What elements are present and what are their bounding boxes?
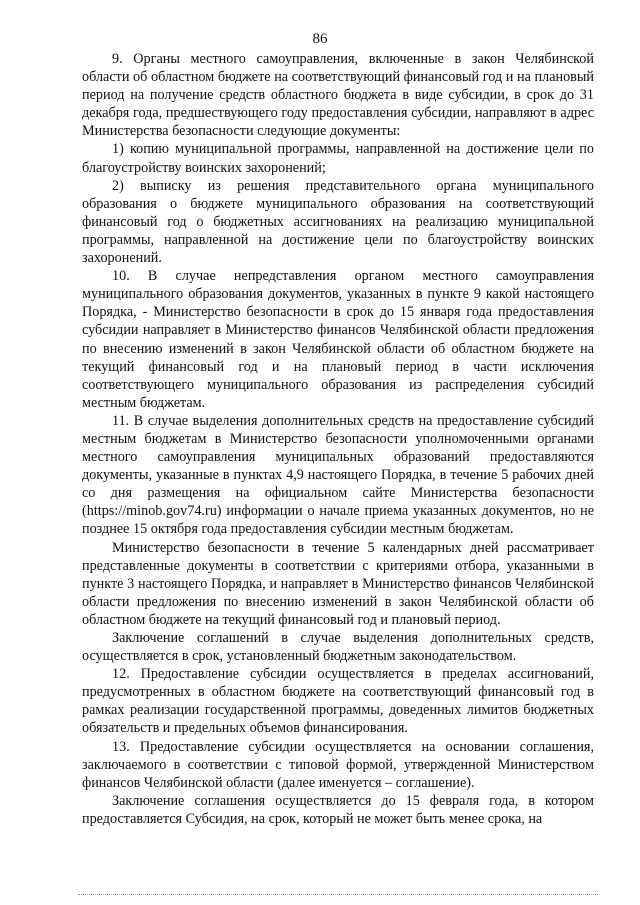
footer-divider [78, 894, 598, 895]
document-body [82, 50, 594, 828]
page-number: 86 [312, 31, 328, 47]
paragraph-item-12: 12. Предоставление субсидии осуществляется в пределах ассигнований, предусмотренных в областном бюджете на соответствующий финансовый год в рамках реализации государственной программы, доведенных лимитов бюджетных обязательств и предельных объемов финансирования. [82, 666, 594, 737]
paragraph-item-10: 10. В случае непредставления органом местного самоуправления муниципального образования документов, указанных в пункте 9 какой настоящего Порядка, - Министерство безопасности в срок до 15 января года предоставления субсидии направляет в Министерство финансов Челябинской области предложения по внесению изменений в закон Челябинской области об областном бюджете на текущий финансовый год и на плановый период в части исключения соответствующего муниципального образования из распределения субсидий местным бюджетам. [82, 268, 594, 411]
paragraph-agreement-deadline: Заключение соглашения осуществляется до 15 февраля года, в котором предоставляется Субсидия, на срок, который не может быть менее срока, на [82, 792, 594, 827]
paragraph-subitem-2: 2) выписку из решения представительного органа муниципального образования о бюджете муниципального образования на соответствующий финансовый год о бюджетных ассигнованиях на реализацию муниципальной программы, направленной на достижение цели по благоустройству воинских захоронений. [82, 177, 594, 267]
paragraph-item-13: 13. Предоставление субсидии осуществляется на основании соглашения, заключаемого в соответствии с типовой формой, утвержденной Министерством финансов Челябинской области (далее именуется – соглашение). [82, 738, 594, 791]
paragraph-item-11: 11. В случае выделения дополнительных средств на предоставление субсидий местным бюджетам в Министерство безопасности уполномоченными органами местного самоуправления муниципальных образований предоставляются документы, указанные в пунктах 4,9 настоящего Порядка, в течение 5 рабочих дней со дня размещения на официальном сайте Министерства безопасности (https://minob.gov74.ru) информации о начале приема указанных документов, но не позднее 15 октября года предоставления субсидии местным бюджетам. [82, 412, 594, 538]
paragraph-subitem-1: 1) копию муниципальной программы, направленной на достижение цели по благоустройству воинских захоронений; [82, 141, 594, 176]
paragraph-agreement-additional-funds: Заключение соглашений в случае выделения дополнительных средств, осуществляется в срок, установленный бюджетным законодательством. [82, 630, 594, 665]
paragraph-item-9: 9. Органы местного самоуправления, включенные в закон Челябинской области об областном бюджете на соответствующий финансовый год и на плановый период на получение средств областного бюджета в виде субсидии, в срок до 31 декабря года, предшествующего году предоставления субсидии, направляют в адрес Министерства безопасности следующие документы: [82, 51, 594, 140]
paragraph-ministry-review: Министерство безопасности в течение 5 календарных дней рассматривает представленные документы в соответствии с критериями отбора, указанными в пункте 3 настоящего Порядка, и направляет в Министерство финансов Челябинской области предложения по внесению изменений в закон Челябинской области об областном бюджете на текущий финансовый год и плановый период. [82, 539, 594, 628]
